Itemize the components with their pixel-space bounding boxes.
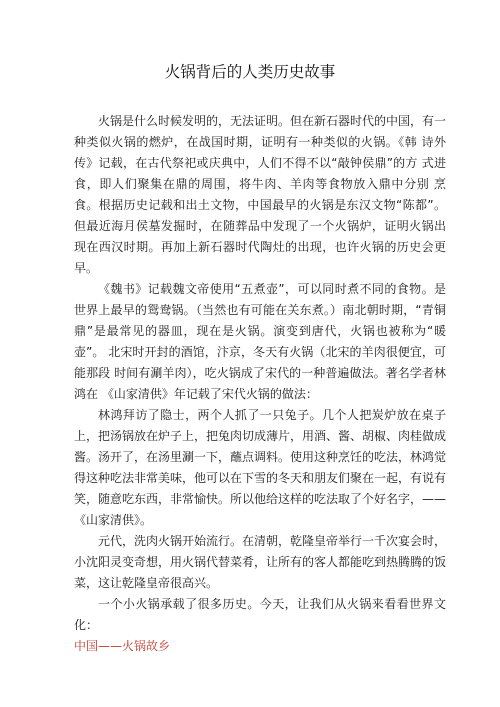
document-title: 火锅背后的人类历史故事 [164, 63, 336, 81]
paragraph-weishu: 《魏书》记载魏文帝使用“五煮壶”，可以同时煮不同的食物。是世界上最早的鸳鸯锅。（当然也有可能在关东煮。）南北朝时期，“青铜 鼎”是最常见的器皿，现在是火锅。演变到唐代，火锅也被称为“暖壶”。 北宋时开封的酒馆，汴京，冬天有火锅（北宋的羊肉很便宜，可能那段 时间有涮羊肉），吃火锅成了宋代的一种普遍做法。著名学者林鸿在 《山家清供》年记载了宋代火锅的做法： [74, 282, 446, 401]
section-heading-china: 中国——火锅故乡 [74, 639, 171, 653]
paragraph-yuan-qing: 元代，洗肉火锅开始流行。在清朝，乾隆皇帝举行一千次宴会时，小沈阳灵变奇想，用火锅代替菜肴，让所有的客人都能吃到热腾腾的饭菜，这让乾隆皇帝很高兴。 [74, 534, 447, 590]
document-body [74, 111, 446, 657]
paragraph-linhong: 林鸿拜访了隐士，两个人抓了一只兔子。几个人把炭炉放在桌子上，把汤锅放在炉子上，把兔肉切成薄片，用酒、酱、胡椒、肉桂做成酱。汤开了，在汤里涮一下，蘸点调料。使用这种烹饪的吃法，林鸿觉得这种吃法非常美味，他可以在下雪的冬天和朋友们聚在一起，有说有笑，随意吃东西，非常愉快。所以他给这样的吃法取了个好名字，——《山家清供》。 [74, 408, 447, 527]
paragraph-world-culture: 一个小火锅承载了很多历史。今天，让我们从火锅来看看世界文化： [74, 597, 446, 632]
paragraph-origin: 火锅是什么时候发明的，无法证明。但在新石器时代的中国，有一种类似火锅的燃炉，在战国时期，证明有一种类似的火锅。《韩 诗外传》记载，在古代祭祀或庆典中，人们不得不以“敲钟侯鼎”的方 式进食，即人们聚集在鼎的周围，将牛肉、羊肉等食物放入鼎中分别 烹食。根据历史记载和出土文物，中国最早的火锅是东汉文物“陈都”。 但最近海月侯墓发掘时，在随葬品中发现了一个火锅炉，证明火锅出 现在西汉时期。再加上新石器时代陶灶的出现，也许火锅的历史会更 早。 [74, 114, 447, 275]
